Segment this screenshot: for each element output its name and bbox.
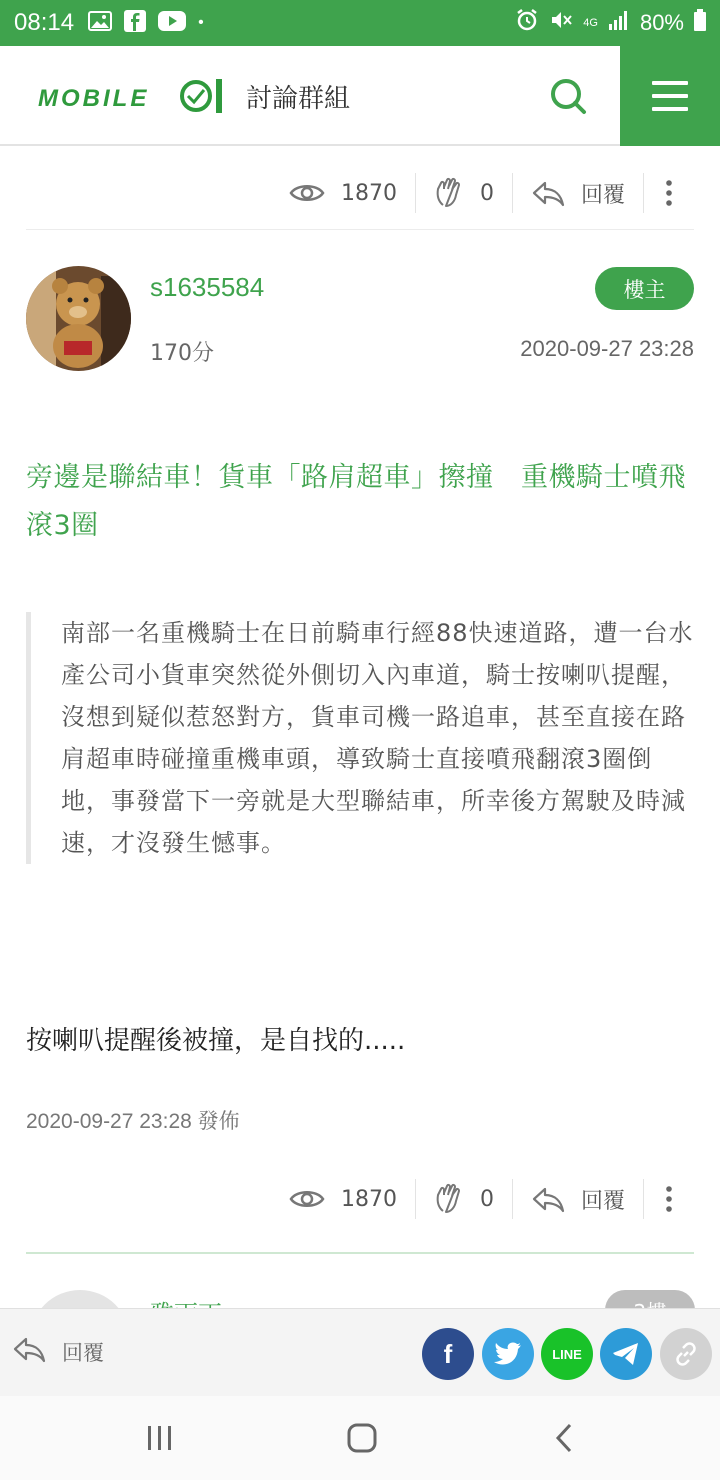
- post-title[interactable]: 旁邊是聯結車！貨車「路肩超車」擦撞 重機騎士噴飛滾3圈: [26, 462, 686, 541]
- share-telegram-button[interactable]: [600, 1328, 652, 1380]
- reply-icon: [531, 1185, 565, 1213]
- line-icon: LINE: [552, 1346, 582, 1362]
- likes-count: 0: [479, 180, 494, 206]
- author-score: 170分: [150, 341, 214, 366]
- recent-apps-button[interactable]: [140, 1418, 180, 1458]
- copy-link-button[interactable]: [660, 1328, 712, 1380]
- post-body: 按喇叭提醒後被撞，是自找的.....: [26, 1026, 406, 1056]
- facebook-icon: f: [443, 1338, 453, 1369]
- like-button[interactable]: [416, 1178, 512, 1220]
- reply-icon: [12, 1335, 46, 1368]
- svg-text:MOBILE: MOBILE: [38, 85, 150, 112]
- mobile01-logo[interactable]: [38, 76, 224, 116]
- more-options-button[interactable]: [644, 179, 694, 207]
- more-options-button[interactable]: [644, 1185, 694, 1213]
- back-button[interactable]: [544, 1418, 584, 1458]
- author-username[interactable]: s1635584: [150, 272, 265, 302]
- views-count: 1870: [340, 1186, 397, 1212]
- share-line-button[interactable]: [541, 1328, 593, 1380]
- twitter-icon: [494, 1342, 522, 1366]
- search-button[interactable]: [546, 74, 590, 118]
- teddy-bear-avatar-icon: [26, 266, 131, 371]
- reply-button[interactable]: [513, 172, 643, 214]
- bottom-reply-button[interactable]: [12, 1335, 104, 1368]
- menu-icon-bar: [652, 94, 688, 98]
- reply-button[interactable]: [513, 1178, 643, 1220]
- search-icon: [546, 74, 590, 118]
- youtube-icon: [158, 11, 186, 35]
- home-button[interactable]: [342, 1418, 382, 1458]
- avatar[interactable]: [26, 266, 131, 371]
- divider: [26, 229, 694, 230]
- post-timestamp: 2020-09-27 23:28: [520, 336, 694, 361]
- clap-icon: [434, 177, 464, 209]
- bottom-action-bar: [0, 1308, 720, 1396]
- more-vertical-icon: [665, 179, 673, 207]
- views-stat: [271, 172, 415, 214]
- eye-icon: [289, 1187, 325, 1211]
- dot-icon: •: [198, 14, 204, 31]
- facebook-icon: [124, 10, 146, 36]
- signal-icon: [608, 9, 630, 37]
- logo-mark-icon: [38, 76, 224, 116]
- back-icon: [554, 1423, 574, 1453]
- like-button[interactable]: [416, 172, 512, 214]
- reply-label: 回覆: [580, 1188, 625, 1214]
- post-stats-bottom: [26, 1174, 694, 1224]
- network-type: 4G: [583, 17, 598, 29]
- clap-icon: [434, 1183, 464, 1215]
- reply-label: 回覆: [580, 182, 625, 208]
- status-time: 08:14: [14, 9, 75, 36]
- quote-block: 南部一名重機騎士在日前騎車行經88快速道路，遭一台水產公司小貨車突然從外側切入內車道，騎士按喇叭提醒，沒想到疑似惹怒對方，貨車司機一路追車，甚至直接在路肩超車時碰撞重機車頭，導致騎士直接噴飛翻滾3圈倒地，事發當下一旁就是大型聯結車，所幸後方駕駛及時減速，才沒發生憾事。: [26, 612, 694, 864]
- recent-apps-icon: [146, 1425, 174, 1451]
- telegram-icon: [612, 1342, 640, 1366]
- share-twitter-button[interactable]: [482, 1328, 534, 1380]
- link-icon: [673, 1341, 699, 1367]
- system-nav-bar: [0, 1396, 720, 1480]
- battery-icon: [694, 9, 706, 37]
- reply-icon: [531, 179, 565, 207]
- bottom-reply-label: 回覆: [62, 1340, 104, 1365]
- likes-count: 0: [479, 1186, 494, 1212]
- battery-level: 80%: [639, 10, 684, 35]
- gallery-icon: [88, 11, 112, 35]
- menu-icon-bar: [652, 81, 688, 85]
- published-time: 2020-09-27 23:28 發佈: [26, 1110, 240, 1133]
- op-badge: 樓主: [595, 267, 694, 310]
- app-header: [0, 46, 720, 146]
- share-facebook-button[interactable]: [422, 1328, 474, 1380]
- more-vertical-icon: [665, 1185, 673, 1213]
- home-icon: [347, 1423, 377, 1453]
- mute-icon: [549, 8, 573, 38]
- status-bar: [0, 0, 720, 46]
- menu-button[interactable]: [620, 46, 720, 146]
- views-stat: [271, 1178, 415, 1220]
- post-separator: [26, 1252, 694, 1254]
- alarm-icon: [515, 8, 539, 38]
- menu-icon-bar: [652, 107, 688, 111]
- views-count: 1870: [340, 180, 397, 206]
- eye-icon: [289, 181, 325, 205]
- page-title: 討論群組: [246, 84, 351, 114]
- post-stats-top: [26, 168, 694, 218]
